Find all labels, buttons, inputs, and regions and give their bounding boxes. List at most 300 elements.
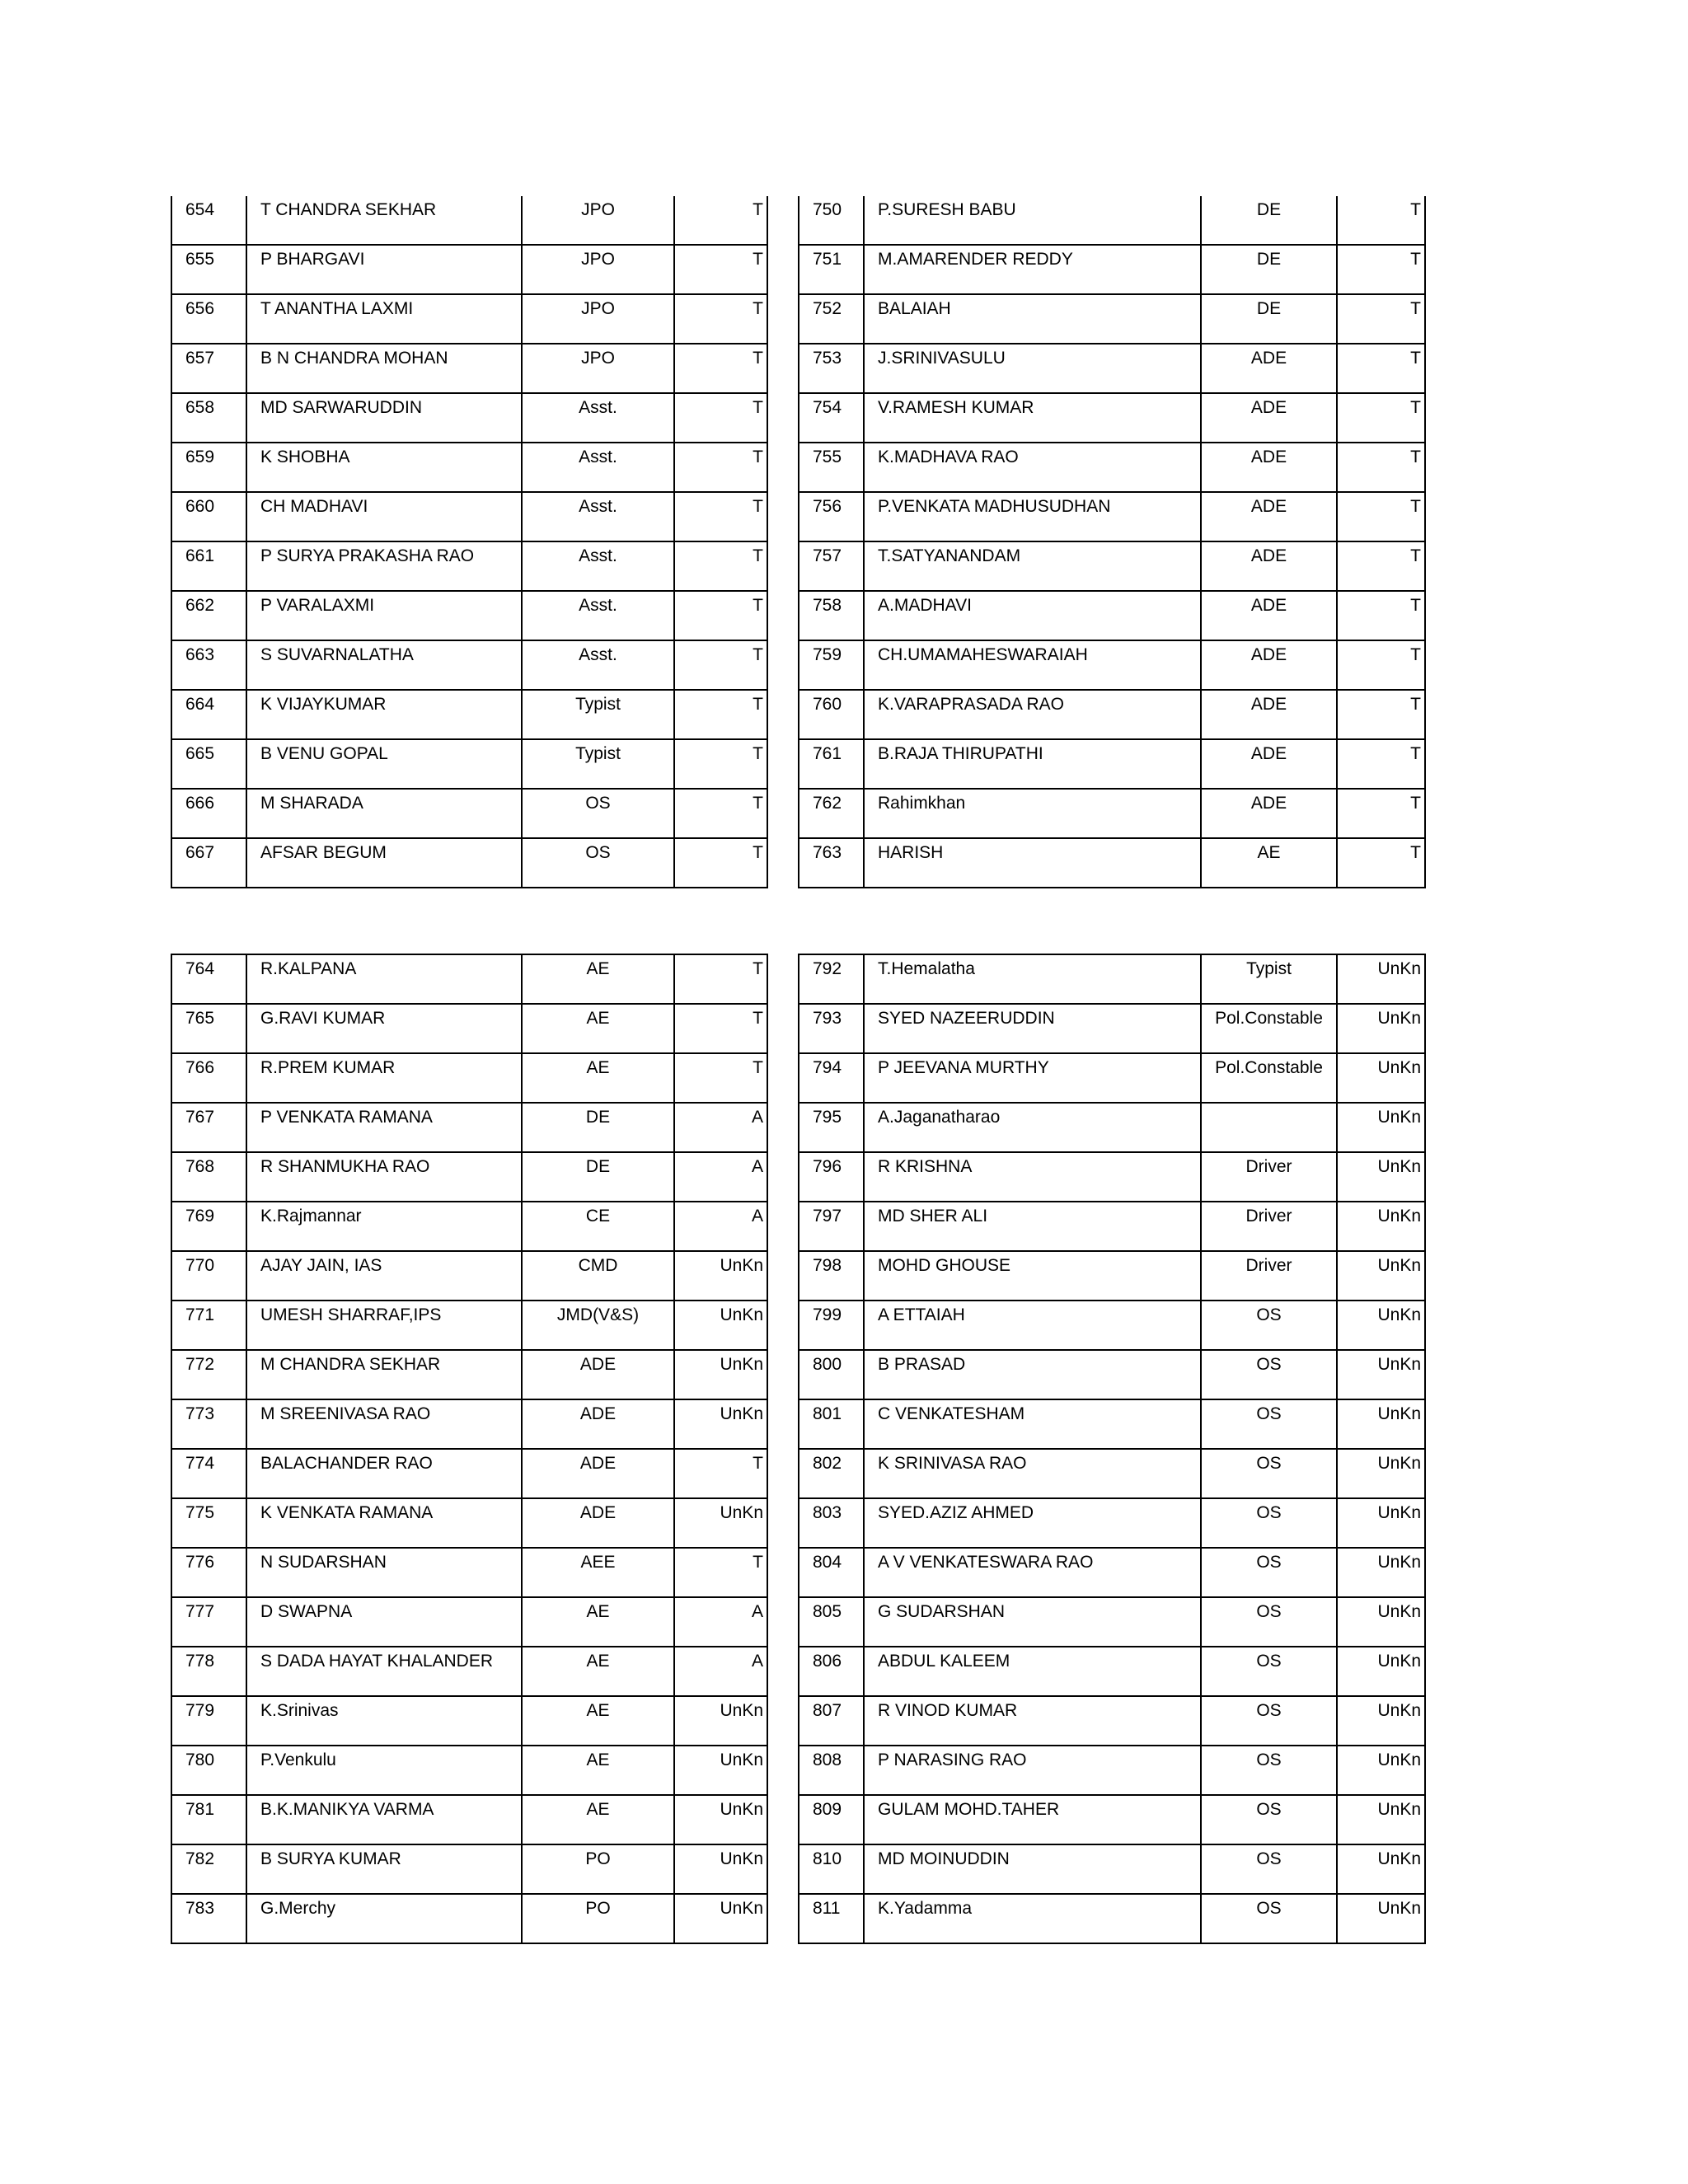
designation-cell-text: OS — [1256, 1404, 1282, 1423]
name-cell-text: B SURYA KUMAR — [260, 1849, 401, 1868]
designation-cell — [1201, 1795, 1337, 1844]
name-cell-text: SYED NAZEERUDDIN — [878, 1009, 1055, 1028]
designation-cell — [522, 690, 674, 739]
designation-cell — [1201, 541, 1337, 591]
serial-number-cell — [171, 1004, 246, 1053]
table-row — [171, 1301, 767, 1350]
table-row — [171, 1350, 767, 1399]
table-top-right — [798, 196, 1426, 888]
designation-cell-text: ADE — [1250, 645, 1287, 664]
status-cell — [674, 1548, 767, 1597]
serial-number-cell — [799, 1894, 864, 1943]
status-cell — [674, 245, 767, 294]
serial-number-cell-text: 777 — [185, 1602, 215, 1621]
table-row — [171, 591, 767, 640]
name-cell — [246, 789, 522, 838]
name-cell — [246, 1103, 522, 1152]
table-row — [799, 393, 1425, 443]
designation-cell — [522, 196, 674, 245]
serial-number-cell-text: 657 — [185, 349, 215, 368]
name-cell — [864, 1103, 1201, 1152]
status-cell — [1337, 1251, 1425, 1301]
status-cell — [674, 1053, 767, 1103]
designation-cell — [522, 1350, 674, 1399]
name-cell-text: C VENKATESHAM — [878, 1404, 1025, 1423]
serial-number-cell — [799, 739, 864, 789]
serial-number-cell-text: 796 — [813, 1157, 842, 1176]
serial-number-cell-text: 793 — [813, 1009, 842, 1028]
serial-number-cell-text: 794 — [813, 1058, 842, 1077]
designation-cell-text: ADE — [1250, 695, 1287, 714]
designation-cell — [522, 1004, 674, 1053]
name-cell-text: SYED.AZIZ AHMED — [878, 1503, 1034, 1522]
status-cell — [1337, 1301, 1425, 1350]
name-cell — [246, 690, 522, 739]
table-row — [171, 393, 767, 443]
status-cell — [1337, 1399, 1425, 1449]
status-cell-text: A — [751, 1207, 763, 1226]
designation-cell — [522, 739, 674, 789]
serial-number-cell-text: 770 — [185, 1256, 215, 1275]
designation-cell-text: JPO — [581, 349, 615, 368]
serial-number-cell — [799, 1696, 864, 1746]
status-cell-text: UnKn — [720, 1849, 763, 1868]
status-cell — [674, 294, 767, 344]
status-cell-text: T — [753, 497, 763, 516]
serial-number-cell-text: 778 — [185, 1652, 215, 1671]
serial-number-cell-text: 754 — [813, 398, 842, 417]
status-cell — [674, 393, 767, 443]
table-row — [799, 1498, 1425, 1548]
designation-cell — [1201, 1548, 1337, 1597]
name-cell — [246, 954, 522, 1004]
designation-cell-text: AE — [586, 1652, 610, 1671]
designation-cell — [1201, 1152, 1337, 1202]
serial-number-cell — [171, 1795, 246, 1844]
name-cell — [246, 1746, 522, 1795]
table-row — [799, 1103, 1425, 1152]
serial-number-cell — [799, 640, 864, 690]
designation-cell — [522, 393, 674, 443]
status-cell-text: T — [753, 349, 763, 368]
name-cell — [864, 443, 1201, 492]
name-cell-text: R.PREM KUMAR — [260, 1058, 396, 1077]
serial-number-cell — [171, 954, 246, 1004]
designation-cell — [1201, 739, 1337, 789]
status-cell — [1337, 1202, 1425, 1251]
status-cell-text: UnKn — [1377, 959, 1421, 978]
table-row — [799, 838, 1425, 888]
status-cell-text: T — [1410, 744, 1421, 763]
table-row — [799, 1647, 1425, 1696]
name-cell — [864, 1152, 1201, 1202]
name-cell-text: M SREENIVASA RAO — [260, 1404, 431, 1423]
serial-number-cell — [171, 1894, 246, 1943]
table-row — [171, 1152, 767, 1202]
serial-number-cell-text: 809 — [813, 1800, 842, 1819]
designation-cell — [1201, 1449, 1337, 1498]
status-cell-text: T — [753, 695, 763, 714]
status-cell-text: UnKn — [1377, 1058, 1421, 1077]
serial-number-cell-text: 769 — [185, 1207, 215, 1226]
serial-number-cell-text: 767 — [185, 1108, 215, 1127]
name-cell — [864, 954, 1201, 1004]
table-row — [171, 1647, 767, 1696]
name-cell-text: M SHARADA — [260, 794, 363, 813]
serial-number-cell — [799, 1597, 864, 1647]
name-cell-text: K.MADHAVA RAO — [878, 448, 1019, 466]
designation-cell-text: OS — [1256, 1701, 1282, 1720]
status-cell — [1337, 344, 1425, 393]
serial-number-cell — [799, 1498, 864, 1548]
designation-cell-text: OS — [1256, 1454, 1282, 1473]
designation-cell — [522, 1597, 674, 1647]
name-cell — [246, 1202, 522, 1251]
serial-number-cell — [171, 1251, 246, 1301]
table-row — [171, 1202, 767, 1251]
serial-number-cell-text: 662 — [185, 596, 215, 615]
table-row — [171, 1894, 767, 1943]
name-cell-text: T.Hemalatha — [878, 959, 975, 978]
serial-number-cell — [799, 443, 864, 492]
status-cell-text: T — [753, 1058, 763, 1077]
serial-number-cell-text: 810 — [813, 1849, 842, 1868]
name-cell — [246, 443, 522, 492]
serial-number-cell — [799, 1103, 864, 1152]
designation-cell — [1201, 294, 1337, 344]
status-cell-text: T — [1410, 349, 1421, 368]
designation-cell-text: Asst. — [579, 398, 617, 417]
status-cell — [1337, 1498, 1425, 1548]
status-cell-text: UnKn — [1377, 1256, 1421, 1275]
serial-number-cell — [799, 196, 864, 245]
status-cell — [1337, 541, 1425, 591]
name-cell-text: T ANANTHA LAXMI — [260, 299, 414, 318]
designation-cell — [522, 1844, 674, 1894]
serial-number-cell — [171, 1301, 246, 1350]
designation-cell — [522, 1894, 674, 1943]
designation-cell-text: Pol.Constable — [1215, 1058, 1323, 1077]
table-row — [171, 1548, 767, 1597]
status-cell — [674, 1498, 767, 1548]
table-row — [171, 245, 767, 294]
name-cell — [246, 1696, 522, 1746]
name-cell-text: N SUDARSHAN — [260, 1553, 387, 1572]
serial-number-cell — [171, 1844, 246, 1894]
designation-cell-text: Asst. — [579, 448, 617, 466]
name-cell-text: T CHANDRA SEKHAR — [260, 200, 437, 219]
table-row — [799, 1053, 1425, 1103]
designation-cell-text: Driver — [1245, 1256, 1292, 1275]
status-cell — [674, 838, 767, 888]
serial-number-cell — [799, 344, 864, 393]
status-cell — [674, 541, 767, 591]
table-row — [171, 196, 767, 245]
designation-cell — [522, 789, 674, 838]
name-cell-text: K VIJAYKUMAR — [260, 695, 387, 714]
status-cell-text: UnKn — [720, 1305, 763, 1324]
table-row — [171, 1053, 767, 1103]
serial-number-cell — [171, 1399, 246, 1449]
table-row — [799, 1548, 1425, 1597]
status-cell-text: T — [1410, 398, 1421, 417]
status-cell — [674, 1350, 767, 1399]
designation-cell-text: ADE — [579, 1454, 617, 1473]
serial-number-cell — [799, 1647, 864, 1696]
name-cell-text: UMESH SHARRAF,IPS — [260, 1305, 442, 1324]
table-row — [799, 1746, 1425, 1795]
table-row — [171, 838, 767, 888]
serial-number-cell — [799, 838, 864, 888]
serial-number-cell — [171, 690, 246, 739]
designation-cell — [1201, 1004, 1337, 1053]
designation-cell-text: JPO — [581, 250, 615, 269]
designation-cell-text: OS — [585, 843, 611, 862]
name-cell — [246, 294, 522, 344]
serial-number-cell — [171, 1350, 246, 1399]
name-cell-text: BALAIAH — [878, 299, 951, 318]
designation-cell — [1201, 1894, 1337, 1943]
name-cell — [864, 393, 1201, 443]
status-cell-text: T — [753, 645, 763, 664]
name-cell — [246, 393, 522, 443]
name-cell-text: P JEEVANA MURTHY — [878, 1058, 1049, 1077]
designation-cell — [1201, 196, 1337, 245]
status-cell-text: T — [753, 959, 763, 978]
serial-number-cell — [171, 541, 246, 591]
name-cell-text: R VINOD KUMAR — [878, 1701, 1018, 1720]
designation-cell-text: ADE — [1250, 794, 1287, 813]
designation-cell — [1201, 1696, 1337, 1746]
name-cell — [864, 541, 1201, 591]
status-cell-text: UnKn — [1377, 1800, 1421, 1819]
table-top-left — [171, 196, 768, 888]
name-cell-text: Rahimkhan — [878, 794, 966, 813]
designation-cell — [1201, 640, 1337, 690]
designation-cell-text: ADE — [1250, 744, 1287, 763]
designation-cell — [522, 954, 674, 1004]
status-cell-text: UnKn — [1377, 1305, 1421, 1324]
name-cell — [246, 838, 522, 888]
name-cell — [864, 591, 1201, 640]
serial-number-cell — [799, 1350, 864, 1399]
status-cell-text: T — [1410, 497, 1421, 516]
name-cell-text: R.KALPANA — [260, 959, 357, 978]
status-cell — [674, 1647, 767, 1696]
status-cell — [674, 1746, 767, 1795]
status-cell-text: T — [753, 744, 763, 763]
designation-cell — [1201, 591, 1337, 640]
designation-cell-text: DE — [1256, 299, 1282, 318]
status-cell — [1337, 1647, 1425, 1696]
serial-number-cell — [171, 443, 246, 492]
serial-number-cell — [171, 492, 246, 541]
table-row — [171, 739, 767, 789]
status-cell — [1337, 1795, 1425, 1844]
designation-cell-text: OS — [1256, 1800, 1282, 1819]
table-row — [799, 1399, 1425, 1449]
name-cell — [246, 196, 522, 245]
serial-number-cell — [171, 196, 246, 245]
status-cell-text: T — [753, 250, 763, 269]
table-row — [171, 1746, 767, 1795]
name-cell-text: S DADA HAYAT KHALANDER — [260, 1652, 494, 1671]
name-cell — [864, 1844, 1201, 1894]
table-row — [799, 492, 1425, 541]
status-cell — [1337, 443, 1425, 492]
name-cell-text: S SUVARNALATHA — [260, 645, 414, 664]
status-cell — [1337, 1350, 1425, 1399]
table-row — [171, 640, 767, 690]
name-cell — [864, 1696, 1201, 1746]
designation-cell-text: OS — [1256, 1305, 1282, 1324]
designation-cell-text: DE — [585, 1108, 611, 1127]
table-row — [171, 1795, 767, 1844]
designation-cell — [522, 838, 674, 888]
name-cell — [246, 541, 522, 591]
table-row — [171, 789, 767, 838]
designation-cell — [522, 640, 674, 690]
serial-number-cell-text: 775 — [185, 1503, 215, 1522]
serial-number-cell — [171, 1449, 246, 1498]
status-cell — [1337, 1449, 1425, 1498]
designation-cell — [522, 1399, 674, 1449]
status-cell-text: T — [1410, 546, 1421, 565]
serial-number-cell — [171, 294, 246, 344]
name-cell — [864, 1795, 1201, 1844]
designation-cell-text: Typist — [575, 695, 621, 714]
serial-number-cell-text: 781 — [185, 1800, 215, 1819]
serial-number-cell — [171, 1746, 246, 1795]
serial-number-cell-text: 774 — [185, 1454, 215, 1473]
serial-number-cell-text: 808 — [813, 1750, 842, 1769]
table-row — [171, 492, 767, 541]
status-cell-text: UnKn — [720, 1701, 763, 1720]
status-cell — [674, 1202, 767, 1251]
designation-cell-text: AE — [586, 1750, 610, 1769]
table-row — [171, 344, 767, 393]
status-cell — [1337, 1548, 1425, 1597]
name-cell-text: A ETTAIAH — [878, 1305, 965, 1324]
designation-cell-text: Typist — [575, 744, 621, 763]
table-row — [799, 541, 1425, 591]
status-cell — [1337, 245, 1425, 294]
designation-cell — [1201, 1251, 1337, 1301]
serial-number-cell — [799, 393, 864, 443]
status-cell — [1337, 1894, 1425, 1943]
table-row — [799, 344, 1425, 393]
designation-cell-text: DE — [1256, 200, 1282, 219]
designation-cell — [522, 1053, 674, 1103]
name-cell — [864, 1746, 1201, 1795]
name-cell — [864, 789, 1201, 838]
serial-number-cell — [799, 1746, 864, 1795]
designation-cell — [522, 1103, 674, 1152]
serial-number-cell-text: 750 — [813, 200, 842, 219]
serial-number-cell — [171, 739, 246, 789]
name-cell — [246, 1350, 522, 1399]
designation-cell — [1201, 690, 1337, 739]
designation-cell — [522, 245, 674, 294]
serial-number-cell — [799, 591, 864, 640]
name-cell — [864, 838, 1201, 888]
serial-number-cell-text: 801 — [813, 1404, 842, 1423]
designation-cell-text: JPO — [581, 200, 615, 219]
status-cell-text: T — [1410, 596, 1421, 615]
name-cell-text: G.Merchy — [260, 1899, 336, 1918]
designation-cell — [1201, 954, 1337, 1004]
serial-number-cell-text: 804 — [813, 1553, 842, 1572]
table-row — [171, 1597, 767, 1647]
designation-cell-text: JPO — [581, 299, 615, 318]
designation-cell-text: JMD(V&S) — [556, 1305, 640, 1324]
serial-number-cell-text: 765 — [185, 1009, 215, 1028]
name-cell-text: K.VARAPRASADA RAO — [878, 695, 1065, 714]
status-cell — [674, 1795, 767, 1844]
serial-number-cell-text: 792 — [813, 959, 842, 978]
serial-number-cell — [799, 294, 864, 344]
status-cell-text: T — [753, 299, 763, 318]
designation-cell — [1201, 1202, 1337, 1251]
designation-cell — [1201, 1844, 1337, 1894]
name-cell-text: MD MOINUDDIN — [878, 1849, 1010, 1868]
status-cell — [1337, 294, 1425, 344]
status-cell-text: UnKn — [1377, 1404, 1421, 1423]
serial-number-cell — [171, 1152, 246, 1202]
table-bottom-left — [171, 954, 768, 1944]
designation-cell — [1201, 1350, 1337, 1399]
status-cell-text: A — [751, 1108, 763, 1127]
name-cell — [246, 344, 522, 393]
designation-cell-text: ADE — [579, 1404, 617, 1423]
designation-cell-text: Asst. — [579, 645, 617, 664]
status-cell-text: UnKn — [1377, 1750, 1421, 1769]
name-cell-text: P VENKATA RAMANA — [260, 1108, 433, 1127]
table-row — [799, 954, 1425, 1004]
name-cell — [246, 1894, 522, 1943]
status-cell — [1337, 690, 1425, 739]
status-cell — [1337, 1004, 1425, 1053]
table-row — [799, 1004, 1425, 1053]
status-cell-text: T — [753, 843, 763, 862]
table-row — [799, 1202, 1425, 1251]
status-cell — [674, 1844, 767, 1894]
serial-number-cell-text: 661 — [185, 546, 215, 565]
status-cell — [1337, 838, 1425, 888]
status-cell — [674, 196, 767, 245]
serial-number-cell — [171, 344, 246, 393]
designation-cell-text: OS — [1256, 1355, 1282, 1374]
designation-cell — [522, 1795, 674, 1844]
table-bottom-right — [798, 954, 1426, 1944]
name-cell — [864, 1399, 1201, 1449]
designation-cell — [1201, 245, 1337, 294]
name-cell — [246, 591, 522, 640]
designation-cell — [1201, 1399, 1337, 1449]
status-cell — [674, 1251, 767, 1301]
serial-number-cell — [799, 789, 864, 838]
designation-cell — [522, 541, 674, 591]
name-cell-text: T.SATYANANDAM — [878, 546, 1021, 565]
name-cell — [864, 1548, 1201, 1597]
designation-cell-text: ADE — [1250, 497, 1287, 516]
serial-number-cell — [171, 591, 246, 640]
designation-cell-text: Pol.Constable — [1215, 1009, 1323, 1028]
name-cell — [864, 294, 1201, 344]
status-cell-text: UnKn — [720, 1750, 763, 1769]
designation-cell-text: DE — [1256, 250, 1282, 269]
name-cell-text: K.Rajmannar — [260, 1207, 362, 1226]
